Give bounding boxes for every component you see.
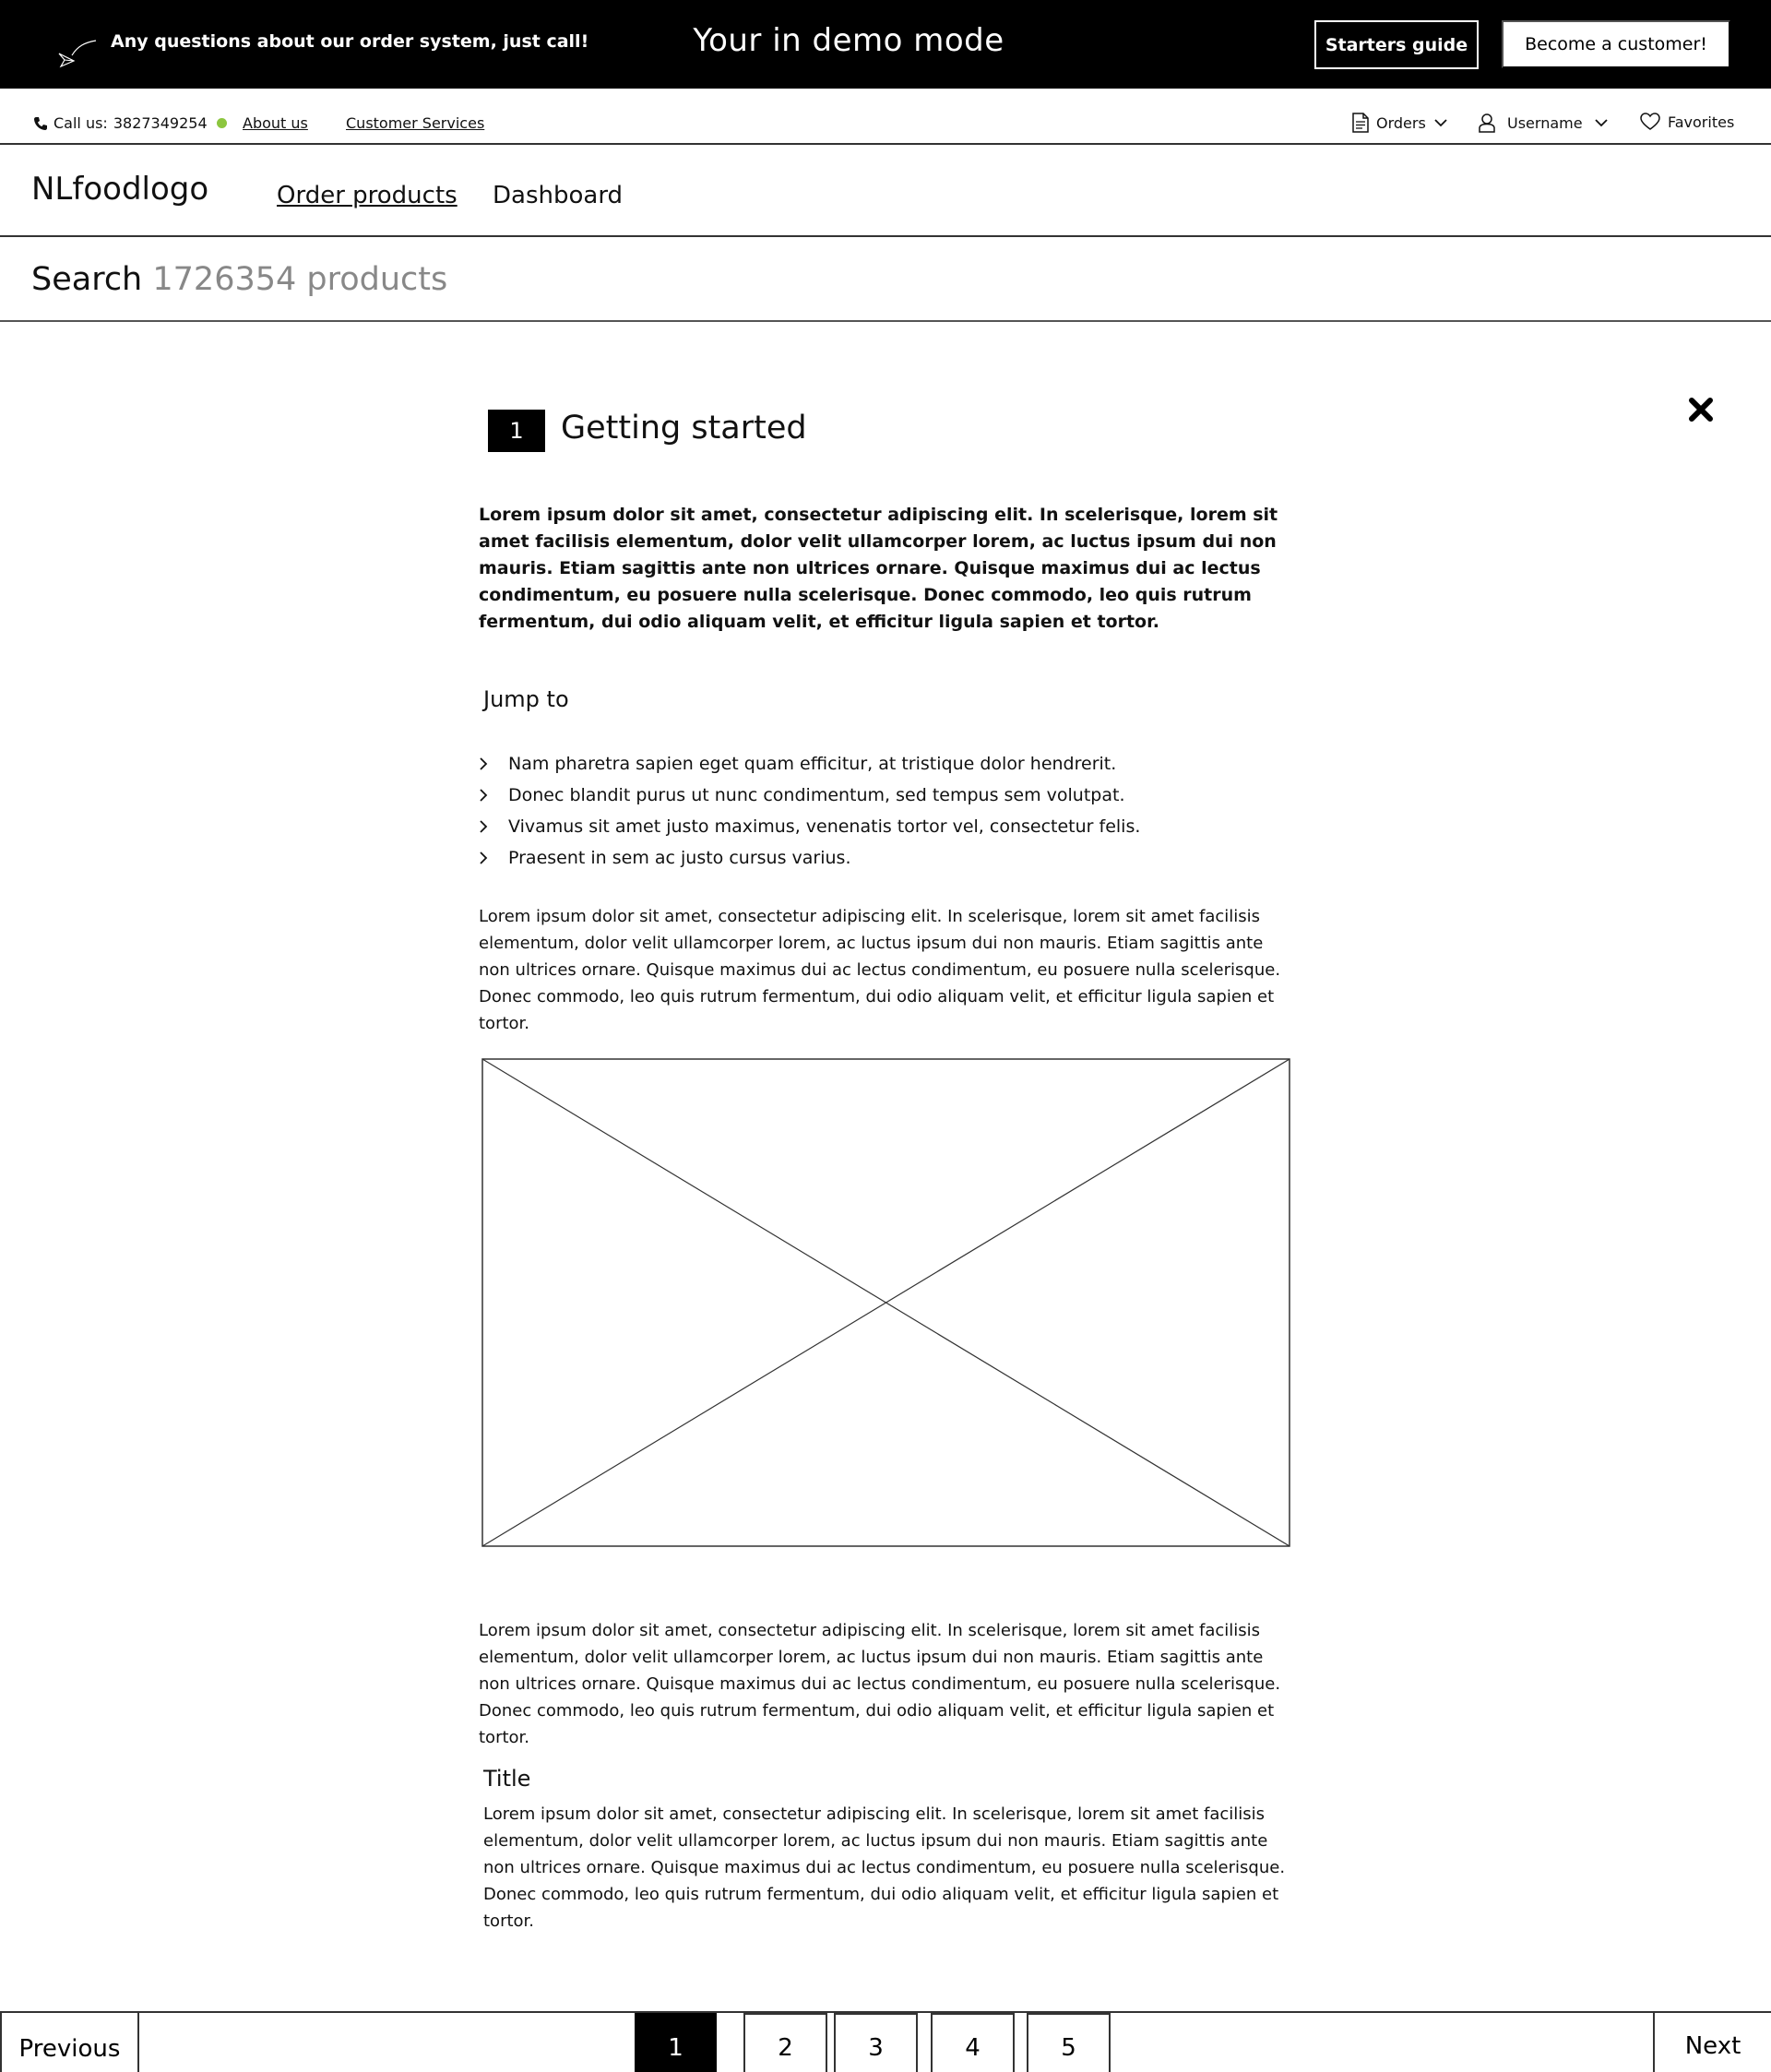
- heart-icon: [1640, 113, 1660, 131]
- jump-to-item[interactable]: [479, 780, 1309, 811]
- orders-menu[interactable]: [1352, 113, 1448, 133]
- nav-dashboard[interactable]: Dashboard: [493, 182, 624, 209]
- step-number-badge: 1: [488, 410, 545, 452]
- orders-label: Orders: [1376, 113, 1426, 132]
- jump-to-item[interactable]: [479, 842, 1309, 874]
- page-1-button[interactable]: 1: [635, 2013, 717, 2072]
- phone-icon: [33, 116, 48, 131]
- body-paragraph: Lorem ipsum dolor sit amet, consectetur adipiscing elit. In scelerisque, lorem sit amet facilisis elementum, dolor velit ullamcorper lorem, ac luctus ipsum dui non mauris. Etiam sagittis ante non ultrices ornare. Quisque maximus dui ac lectus condimentum, eu posuere nulla scelerisque. Donec commodo, leo quis rutrum fermentum, dui odio aliquam velit, et efficitur ligula sapien et tortor.: [483, 1804, 1286, 1931]
- page-2-button[interactable]: 2: [743, 2013, 827, 2072]
- previous-button[interactable]: Previous: [0, 2013, 139, 2072]
- user-menu[interactable]: [1478, 113, 1609, 133]
- chevron-right-icon: [479, 789, 488, 802]
- nav-order-products[interactable]: Order products: [277, 182, 458, 209]
- image-placeholder: [481, 1058, 1290, 1547]
- phone-number[interactable]: 3827349254: [113, 114, 208, 132]
- jump-to-item[interactable]: [479, 811, 1309, 842]
- page-5-button[interactable]: 5: [1027, 2013, 1111, 2072]
- document-icon: [1352, 113, 1369, 133]
- jump-to-item-label: Nam pharetra sapien eget quam efficitur, at tristique dolor hendrerit.: [508, 754, 1117, 774]
- jump-to-item-label: Vivamus sit amet justo maximus, venenatis tortor vel, consectetur felis.: [508, 816, 1141, 837]
- chevron-down-icon: [1433, 118, 1448, 127]
- jump-to-item[interactable]: [479, 748, 1309, 780]
- jump-to-list: [479, 748, 1309, 874]
- intro-text: Lorem ipsum dolor sit amet, consectetur adipiscing elit. In scelerisque, lorem sit amet facilisis elementum, dolor velit ullamcorper lorem, ac luctus ipsum dui non mauris. Etiam sagittis ante non ultrices ornare. Quisque maximus dui ac lectus condimentum, eu posuere nulla scelerisque. Donec commodo, leo quis rutrum fermentum, dui odio aliquam velit, et efficitur ligula sapien et tortor.: [479, 505, 1278, 632]
- body-paragraph: Lorem ipsum dolor sit amet, consectetur adipiscing elit. In scelerisque, lorem sit amet facilisis elementum, dolor velit ullamcorper lorem, ac luctus ipsum dui non mauris. Etiam sagittis ante non ultrices ornare. Quisque maximus dui ac lectus condimentum, eu posuere nulla scelerisque. Donec commodo, leo quis rutrum fermentum, dui odio aliquam velit, et efficitur ligula sapien et tortor.: [479, 907, 1281, 1033]
- pagination: [0, 2011, 1771, 2072]
- call-us-label: Call us:: [53, 114, 108, 132]
- utility-bar: [0, 89, 1771, 145]
- about-us-link[interactable]: About us: [243, 114, 308, 132]
- chevron-right-icon: [479, 820, 488, 833]
- search-product-count: 1726354 products: [152, 261, 448, 298]
- chevron-right-icon: [479, 851, 488, 864]
- chevron-right-icon: [479, 757, 488, 770]
- search-label: Search: [31, 261, 143, 298]
- demo-banner: [0, 0, 1771, 89]
- chevron-down-icon: [1594, 118, 1609, 127]
- main-nav: [0, 145, 1771, 237]
- body-paragraph: Lorem ipsum dolor sit amet, consectetur adipiscing elit. In scelerisque, lorem sit amet facilisis elementum, dolor velit ullamcorper lorem, ac luctus ipsum dui non mauris. Etiam sagittis ante non ultrices ornare. Quisque maximus dui ac lectus condimentum, eu posuere nulla scelerisque. Donec commodo, leo quis rutrum fermentum, dui odio aliquam velit, et efficitur ligula sapien et tortor.: [479, 1621, 1281, 1747]
- starters-guide-button[interactable]: Starters guide: [1314, 20, 1479, 69]
- jump-to-heading: Jump to: [483, 686, 569, 712]
- become-customer-button[interactable]: Become a customer!: [1502, 20, 1730, 68]
- customer-services-link[interactable]: Customer Services: [346, 114, 485, 132]
- close-icon[interactable]: [1688, 397, 1714, 423]
- call-us: [33, 114, 227, 132]
- username-label: Username: [1507, 113, 1583, 132]
- jump-to-item-label: Praesent in sem ac justo cursus varius.: [508, 848, 851, 868]
- page-3-button[interactable]: 3: [834, 2013, 918, 2072]
- jump-to-item-label: Donec blandit purus ut nunc condimentum, sed tempus sem volutpat.: [508, 785, 1125, 805]
- section-title: Title: [483, 1766, 531, 1792]
- page-4-button[interactable]: 4: [931, 2013, 1015, 2072]
- user-icon: [1478, 113, 1496, 133]
- favorites-label: Favorites: [1668, 113, 1735, 131]
- favorites-link[interactable]: [1640, 113, 1734, 131]
- site-logo[interactable]: NLfoodlogo: [31, 171, 209, 208]
- search-bar[interactable]: [0, 237, 1771, 322]
- search-input[interactable]: [31, 261, 447, 298]
- page-title: Getting started: [561, 410, 807, 447]
- demo-mode-title: Your in demo mode: [693, 22, 1004, 59]
- support-message: Any questions about our order system, just call!: [111, 31, 589, 52]
- next-button[interactable]: Next: [1653, 2013, 1771, 2072]
- online-status-indicator: [217, 118, 227, 128]
